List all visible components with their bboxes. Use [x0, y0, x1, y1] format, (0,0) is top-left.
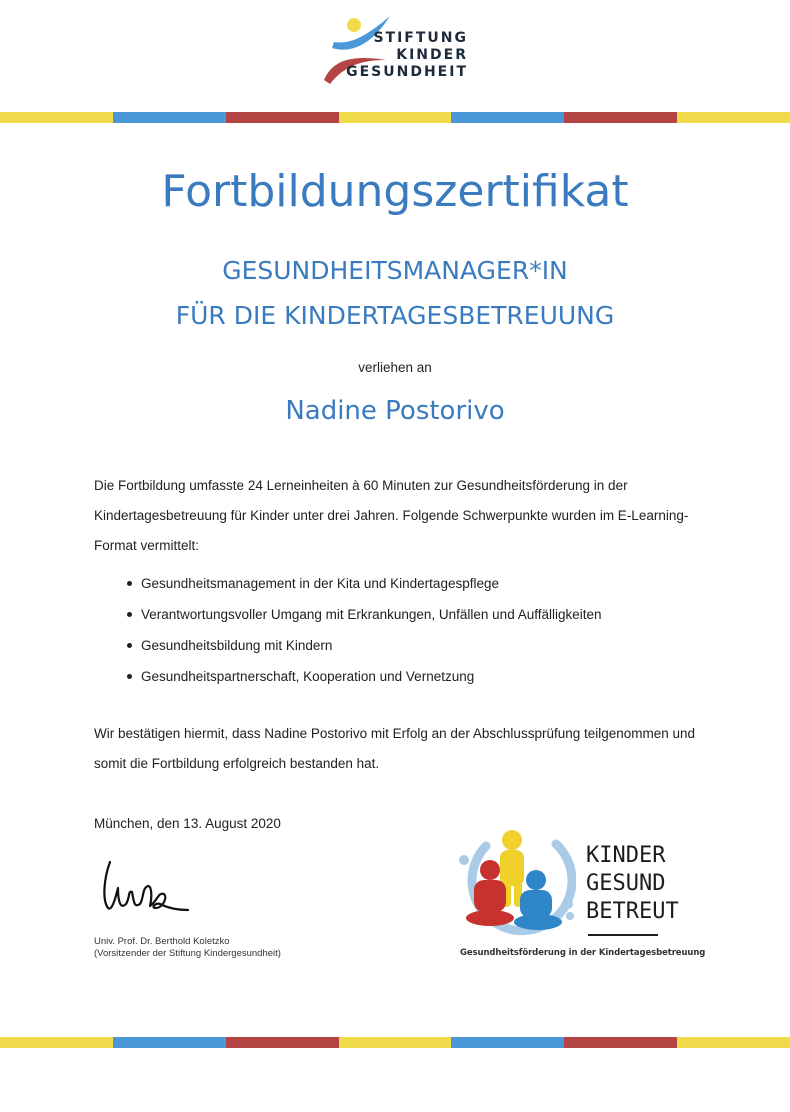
top-color-stripe	[0, 112, 790, 123]
topics-list	[127, 571, 602, 695]
topic-item: Gesundheitsbildung mit Kindern	[127, 633, 602, 664]
recipient-name: Nadine Postorivo	[285, 396, 505, 426]
logo-line-stiftung: STIFTUNG	[373, 30, 468, 46]
confirmation-paragraph: Wir bestätigen hiermit, dass Nadine Postorivo mit Erfolg an der Abschlussprüfung teilgenommen und somit die Fortbildung erfolgreich bestanden hat.	[94, 726, 696, 771]
program-logo-line3: BETREUT	[586, 899, 679, 924]
bottom-color-stripe	[0, 1037, 790, 1048]
signer-block	[94, 936, 281, 960]
signature-image	[98, 852, 190, 922]
logo-line-kinder: KINDER	[396, 47, 468, 63]
certificate-subtitle-line1: GESUNDHEITSMANAGER*IN	[222, 256, 568, 285]
topic-item: Verantwortungsvoller Umgang mit Erkrankungen, Unfällen und Auffälligkeiten	[127, 602, 602, 633]
program-logo-underline	[588, 934, 658, 936]
signer-role: (Vorsitzender der Stiftung Kindergesundheit)	[94, 948, 281, 959]
intro-paragraph: Die Fortbildung umfasste 24 Lerneinheiten à 60 Minuten zur Gesundheitsförderung in der Kindertagesbetreuung für Kinder unter drei Jahren. Folgende Schwerpunkte wurden im E-Learning-Format vermittelt:	[94, 478, 689, 553]
program-logo-tagline: Gesundheitsförderung in der Kindertagesbetreuung	[460, 948, 706, 958]
stiftung-kindergesundheit-logo	[322, 14, 482, 86]
date-line: München, den 13. August 2020	[94, 816, 281, 831]
logo-line-gesundheit: GESUNDHEIT	[346, 64, 468, 80]
program-logo-line2: GESUND	[586, 871, 666, 896]
awarded-to-label: verliehen an	[358, 360, 432, 375]
kinder-gesund-betreut-logo	[456, 826, 679, 962]
topic-item: Gesundheitspartnerschaft, Kooperation und Vernetzung	[127, 664, 602, 695]
program-logo-line1: KINDER	[586, 843, 666, 868]
certificate-subtitle-line2: FÜR DIE KINDERTAGESBETREUUNG	[175, 301, 615, 330]
children-figures-icon	[456, 826, 576, 936]
certificate-title: Fortbildungszertifikat	[161, 166, 629, 217]
signer-name: Univ. Prof. Dr. Berthold Koletzko	[94, 936, 230, 947]
topic-item: Gesundheitsmanagement in der Kita und Kindertagespflege	[127, 571, 602, 602]
